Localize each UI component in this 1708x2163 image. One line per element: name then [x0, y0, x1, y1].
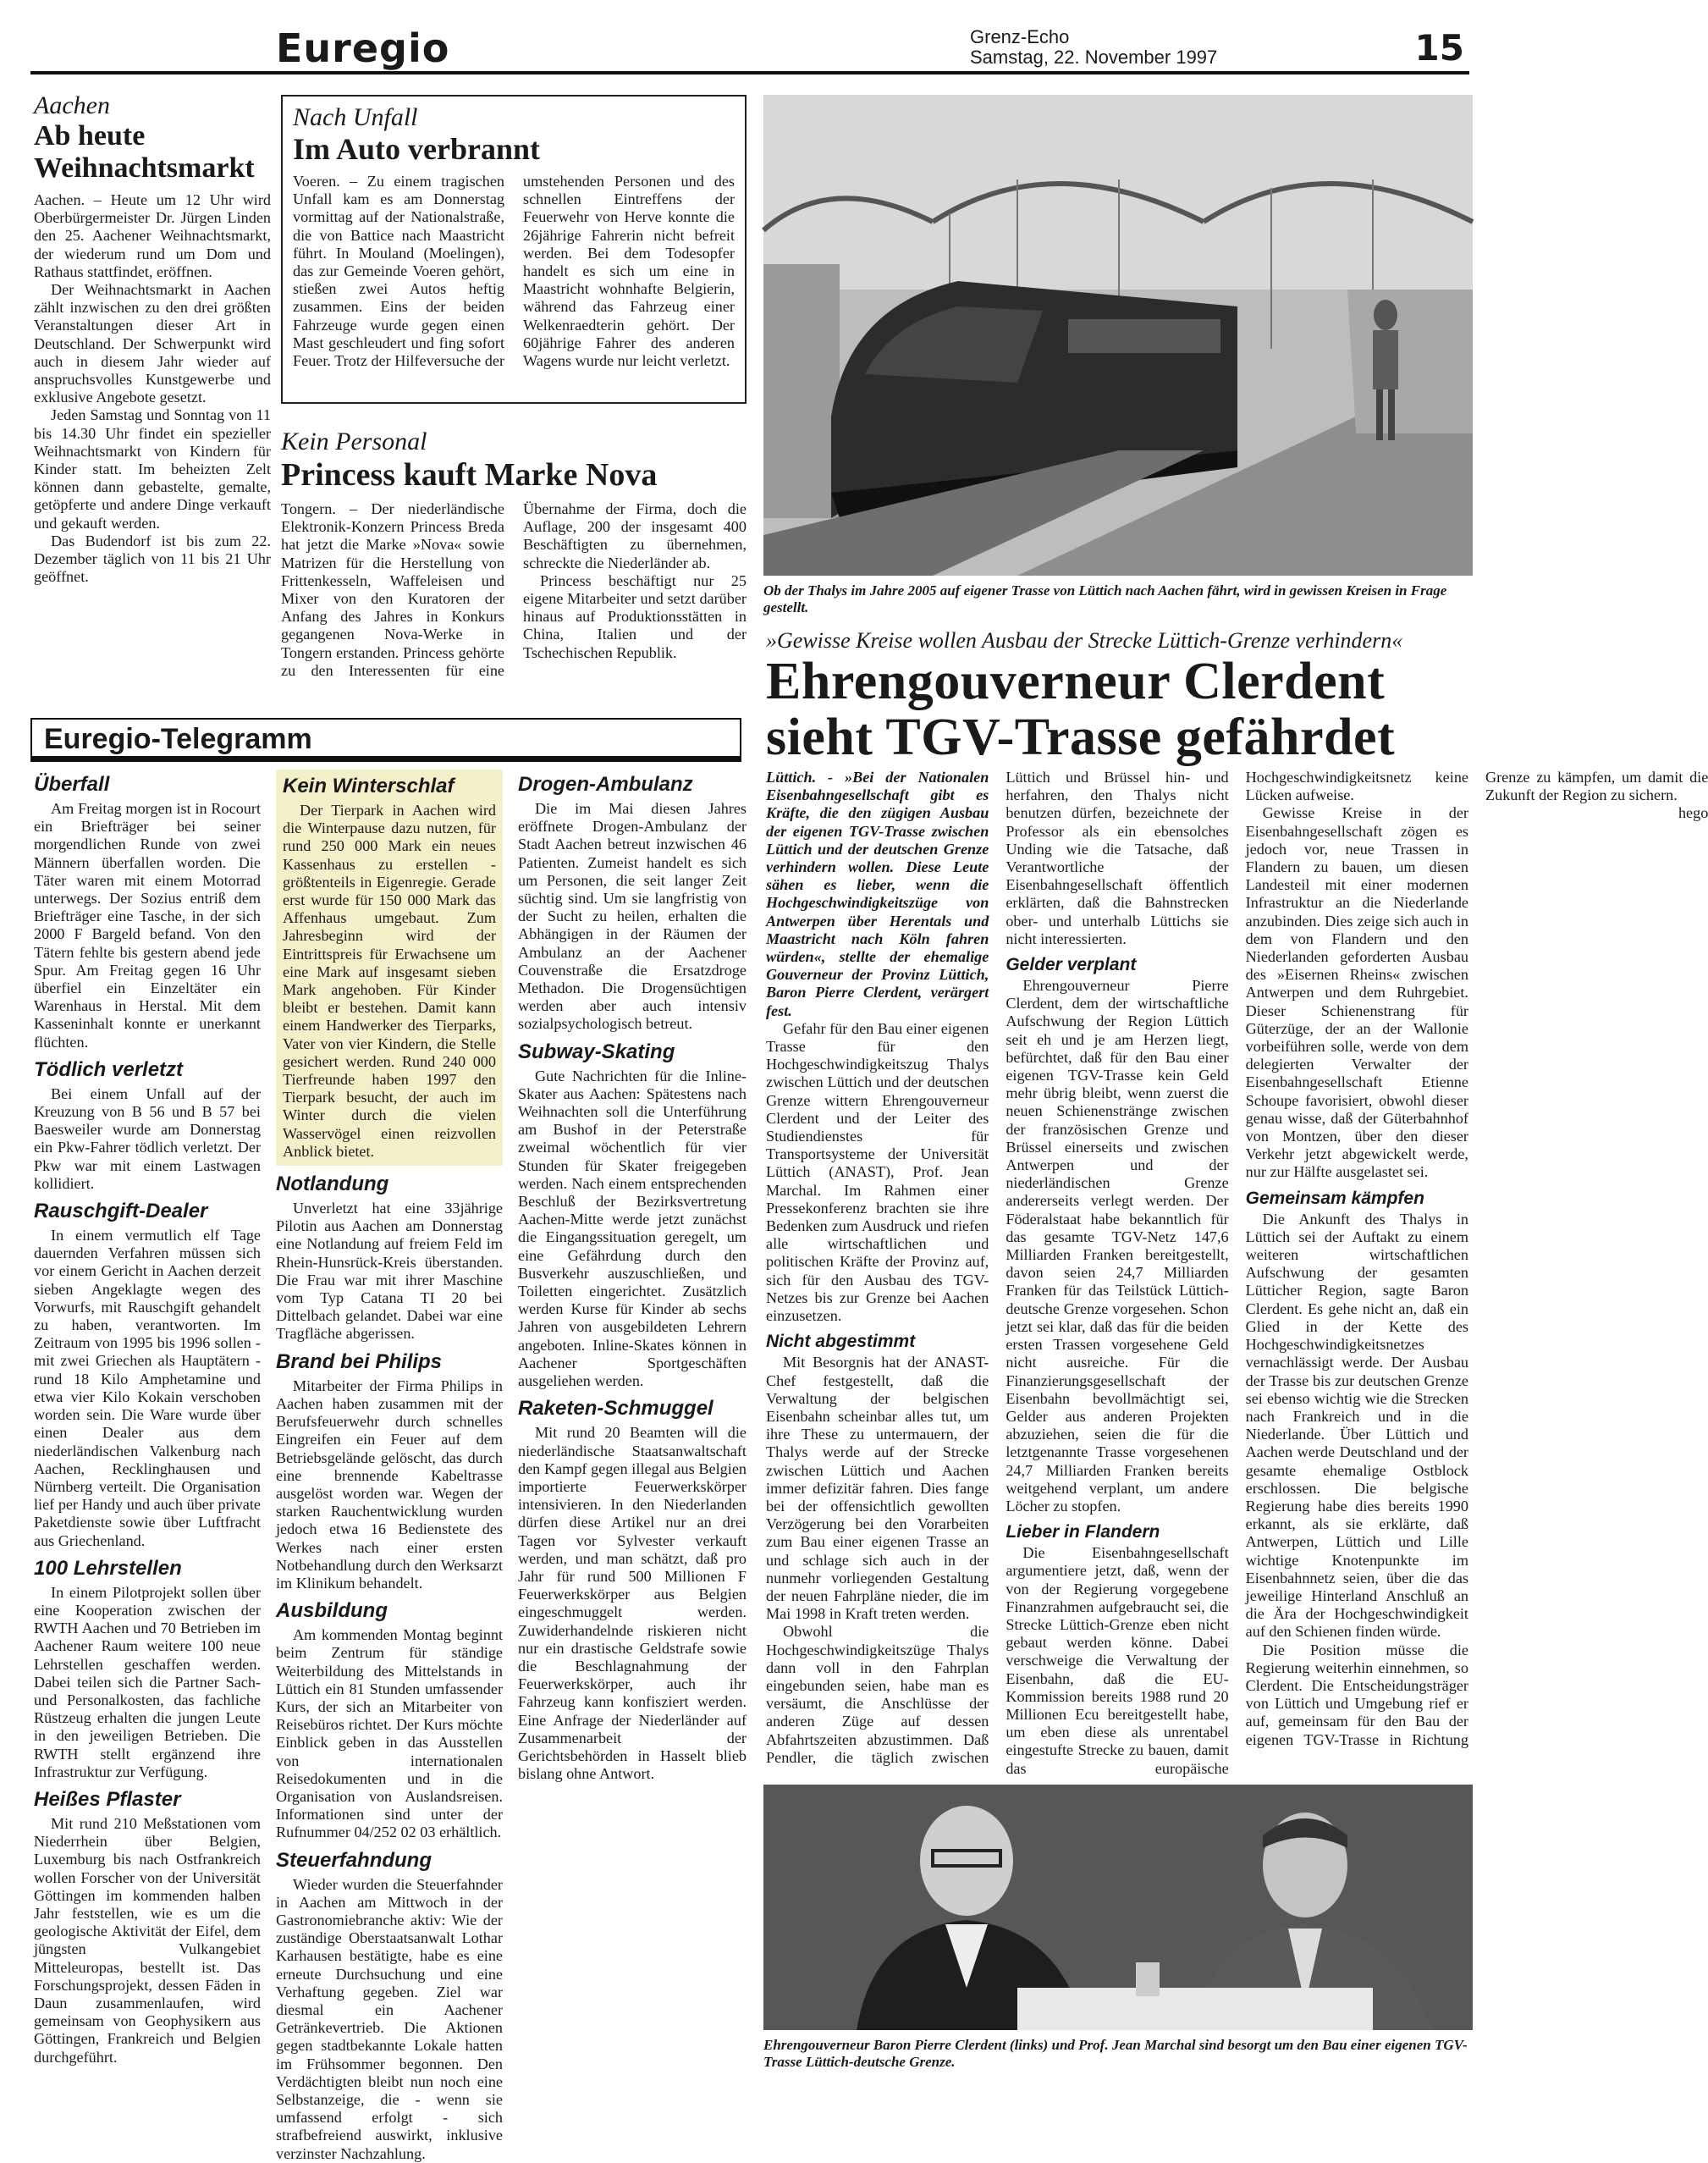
article-weihnachtsmarkt	[34, 91, 271, 676]
photo-caption: Ehrengouverneur Baron Pierre Clerdent (links) und Prof. Jean Marchal sind besorgt um den Bau einer eigenen TGV-Trasse Lüttich-deutsche Grenze.	[763, 2037, 1468, 2070]
article-headline: Ab heute Weihnachtsmarkt	[34, 120, 255, 184]
paragraph: Der Weihnachtsmarkt in Aachen zählt inzwischen zu den drei größten Veranstaltungen dieser Art in Deutschland. Der Schwerpunkt wird auch in diesem Jahr wieder auf anspruchsvolles Kunstgewerbe und exklusive Angebote gesetzt.	[34, 281, 271, 406]
item-title: Heißes Pflaster	[34, 1787, 181, 1811]
subheading: Gemeinsam kämpfen	[1245, 1188, 1424, 1208]
paper-name: Grenz-Echo	[970, 26, 1070, 47]
tgv-headline: Ehrengouverneur Clerdent sieht TGV-Trasse gefährdet	[766, 653, 1396, 766]
subheading: Gelder verplant	[1006, 955, 1137, 975]
photo-caption: Ob der Thalys im Jahre 2005 auf eigener Trasse von Lüttich nach Aachen fährt, wird in gewissen Kreisen in Frage gestellt.	[763, 582, 1447, 615]
tgv-article-body	[766, 769, 1708, 1780]
page-number: 15	[1414, 27, 1464, 69]
item-text: Mitarbeiter der Firma Philips in Aachen haben zusammen mit der Berufsfeuerwehr durch schnelles Eingreifen ein Feuer auf dem Betriebsgelände gelöscht, das durch eine brennende Kabeltrasse ausgelöst worden war. Wegen der starken Rauchentwicklung wurden jedoch etwa 16 Bedienstete des Werkes nach einer ersten Notbehandlung durch den Werksarzt im Klinikum behandelt.	[276, 1377, 503, 1592]
item-text: Wieder wurden die Steuerfahnder in Aachen am Mittwoch in der Gastronomiebranche aktiv: Wie der zuständige Oberstaatsanwalt Lothar Karhausen bestätigte, habe es eine erneute Durchsuchung und eine Verhaftung gegeben. Ziel war diesmal ein Aachener Getränkevertrieb. Die Aktionen gegen stadtbekannte Lokale hatten im Frühsommer begonnen. Den Verdächtigten bleibt nun noch eine Selbstanzeige, die - wenn sie umfassend erfolgt - sich strafbefreiend auswirkt, inklusive verzinster Nachzahlung.	[276, 1875, 503, 2162]
article-headline: Princess kauft Marke Nova	[281, 457, 658, 493]
article-body	[34, 191, 271, 586]
item-text: Der Tierpark in Aachen wird die Winterpause dazu nutzen, für rund 250 000 Mark ein neues Kassenhaus zu erstellen - größtenteils in Eigenregie. Gerade erst wurde für 150 000 Mark das Affenhaus umgebaut. Zum Jahresbeginn wird der Eintrittspreis für Erwachsene um eine Mark auf insgesamt sieben Mark angehoben. Für Kinder bleibt er bestehen. Damit kann einem Handwerker des Tierparks, Vater von vier Kindern, die Stelle gesichert werden. Rund 240 000 Tierfreunde haben 1997 den Tierpark besucht, der auch im Winter durch die vielen Wasservögel einen reizvollen Anblick bietet.	[283, 802, 496, 1160]
article-kicker: Nach Unfall	[293, 103, 418, 131]
paragraph: Mit Besorgnis hat der ANAST-Chef festgestellt, daß die Verwaltung der belgischen Eisenbahn scheinbar alles tut, um ihre These zu untermauern, der Thalys werde auf der Strecke zwischen Lüttich und Aachen immer defizitär fahren. Dies fange bei der offensichtlich gewollten Verzögerung bei den Vorarbeiten zum Bau einer eigenen Trasse an und schlage sich auch in der nunmehr vorliegenden Gestaltung der neuen Fahrpläne nieder, die im Mai 1998 in Kraft treten werden.	[766, 1354, 989, 1623]
item-text: Die im Mai diesen Jahres eröffnete Drogen-Ambulanz der Stadt Aachen betreut inzwischen 46 Patienten. Zumeist handelt es sich um Personen, die seit langer Zeit süchtig sind. Um sie langfristig von der Sucht zu heilen, erhalten die Abhängigen in der Räumen der Ambulanz an der Aachener Couvenstraße die Ersatzdroge Methadon. Die Drogensüchtigen werden aber auch intensiv sozialpsychologisch betreut.	[518, 800, 747, 1033]
tgv-headline-block	[766, 628, 1477, 764]
item-text: Am Freitag morgen ist in Rocourt ein Briefträger bei seiner morgendlichen Runde von zwei Männern überfallen worden. Die Täter waren mit einem Motorrad unterwegs. Der Sozius entriß dem Briefträger eine Tasche, in der sich 2000 F Bargeld befand. Von den Tätern fehlte bis gestern abend jede Spur. Am Freitag gegen 16 Uhr überfiel ein Einzeltäter ein Warenhaus in Herstal. Mit dem Kasseninhalt konnte er unerkannt flüchten.	[34, 800, 261, 1051]
masthead	[30, 25, 1469, 74]
item-title: Überfall	[34, 773, 110, 796]
item-title: Brand bei Philips	[276, 1349, 443, 1373]
telegramm-header: Euregio-Telegramm	[30, 718, 741, 762]
item-text: Am kommenden Montag beginnt beim Zentrum für ständige Weiterbildung des Mittelstands in Lüttich ein 81 Stunden umfassender Kurs, der sich an Mitarbeiter von Reisebüros richtet. Der Kurs möchte Einblick geben in das Ausstellen von internationalen Reisedokumenten und in die Organisation von Auslandsreisen. Informationen sind unter der Rufnummer 04/252 02 03 erhältlich.	[276, 1626, 503, 1841]
item-title: Ausbildung	[276, 1599, 388, 1623]
author-tag: hego	[1678, 804, 1708, 822]
telegramm-column-3	[518, 766, 747, 2087]
item-title: Tödlich verletzt	[34, 1057, 184, 1081]
article-body: Voeren. – Zu einem tragischen Unfall kam es am Donnerstag vormittag auf der Nationalstraße, die von Battice nach Maastricht führt. In Mouland (Moelingen), das zur Gemeinde Voeren gehört, stießen zwei Autos heftig zusammen. Eins der beiden Fahrzeuge wurde gegen einen Mast geschleudert und fing sofort Feuer. Trotz der Hilfeversuche der umstehenden Personen und des schnellen Eintreffens der Feuerwehr von Herve konnte die 26jährige Fahrerin nicht befreit werden. Bei dem Todesopfer handelt es sich um eine in Maastricht wohnhafte Belgierin, während das Fahrzeug einer Welkenraedterin gehört. Der 60jährige Fahrer des anderen Wagens wurde nur leicht verletzt.	[293, 173, 735, 370]
paragraph: Aachen. – Heute um 12 Uhr wird Oberbürgermeister Dr. Jürgen Linden den 25. Aachener Weihnachtsmarkt, der wiederum rund um Dom und Rathaus stattfindet, eröffnen.	[34, 191, 271, 280]
item-text: In einem vermutlich elf Tage dauernden Verfahren müssen sich vor einem Gericht in Aachen derzeit sieben Angeklagte wegen des Vorwurfs, mit Rauschgift gehandelt zu haben, verantworten. Im Zeitraum von 1995 bis 1996 sollen - mit zwei Griechen als Hauptätern - rund 18 Kilo Amphetamine und etwa vier Kilo Kokain verschoben worden sein. Die Ware wurde über einen Dealer aus dem niederländischen Valkenburg nach Aachen, Recklinghausen und Nürnberg verteilt. Die Organisation lief per Handy und auch über private Paketdienste sowie über Luftfracht aus Griechenland.	[34, 1227, 261, 1549]
issue-date: Samstag, 22. November 1997	[970, 47, 1218, 68]
item-title: 100 Lehrstellen	[34, 1556, 182, 1580]
article-body	[281, 500, 747, 680]
men-photo	[763, 1785, 1473, 2072]
item-title: Kein Winterschlaf	[283, 775, 455, 797]
item-text: Gute Nachrichten für die Inline-Skater aus Aachen: Spätestens nach Weihnachten soll die Unterführung am Bushof in der Peterstraße zweimal wöchentlich für vier Stunden für Skater freigegeben werden. Nach einem entsprechenden Beschluß der Bezirksvertretung Aachen-Mitte werde jetzt zunächst die Eingangssituation geregelt, um eine Gefährdung durch den Busverkehr auszuschließen, und Toiletten eingerichtet. Zusätzlich werden Kurse für Kinder ab sechs Jahren von ausgebildeten Lehrern angeboten. Inline-Skates können in Aachener Sportgeschäften ausgeliehen werden.	[518, 1067, 747, 1390]
paragraph: Die Ankunft des Thalys in Lüttich sei der Auftakt zu einem weiteren wirtschaftlichen Aufschwung der gesamten Lütticher Region, sagte Baron Clerdent. Es gehe nicht an, daß ein Glied in der Kette des Hochgeschwindigkeitsnetzes vernachlässigt werde. Der Ausbau der Trasse bis zur deutschen Grenze sei ebenso wichtig wie die Strecken nach Frankreich und in die Niederlande. Über Lüttich und Aachen werde Deutschland und der gesamte ehemalige Ostblock erschlossen. Die belgische Regierung habe dies bereits 1990 erkannt, als sie erklärte, daß Antwerpen, Lüttich und Lille wichtige Knotenpunkte im Eisenbahnnetz seien, über die das jeweilige Hinterland Anschluß an die Ära der Hochgeschwindigkeit auf den Schienen finden würde.	[1245, 1210, 1468, 1641]
item-title: Rauschgift-Dealer	[34, 1200, 208, 1223]
train-photo	[763, 95, 1473, 615]
paragraph: Gewisse Kreise in der Eisenbahngesellschaft zögen es jedoch vor, neue Trassen in Flandern zu bauen, um diesen Landesteil mit einer modernen Infrastruktur an die Niederlande anzubinden. Dies zeige sich auch in dem von Flandern und den Niederlanden geforderten Ausbau des »Eisernen Rheins« zwischen Antwerpen und dem Ruhrgebiet. Dieser Schienenstrang für Güterzüge, der an der Wallonie vorbeiführen solle, werde von dem delegierten Verwalter der Eisenbahngesellschaft Etienne Schoupe favorisiert, obwohl dieser genau wisse, daß der Güterbahnhof von Montzen, über den dieser Verkehr jetzt abgewickelt werde, nur zur Hälfte ausgelastet sei.	[1245, 804, 1468, 1181]
article-headline: Im Auto verbrannt	[293, 132, 541, 166]
item-text: Mit rund 210 Meßstationen vom Niederrhein über Belgien, Luxemburg bis nach Ostfrankreich wollen Forscher von der Universität Göttingen im kommenden halben Jahr feststellen, wie es um die geologische Aktivität der Eifel, dem jüngsten Vulkangebiet Mitteleuropas, bestellt ist. Das Forschungsprojekt, dessen Fäden in Daun zusammenlaufen, wird gemeinsam von Geophysikern aus Göttingen, Frankreich und Belgien durchgeführt.	[34, 1814, 261, 2066]
item-text: In einem Pilotprojekt sollen über eine Kooperation zwischen der RWTH Aachen und 70 Betrieben im Aachener Raum weitere 100 neue Lehrstellen geschaffen werden. Dabei teilen sich die Partner Sach- und Personalkosten, das fachliche Rüstzeug erhalten die jungen Leute in den jeweiligen Betrieben. Die RWTH stellt ergänzend ihre Infrastruktur zur Verfügung.	[34, 1583, 261, 1780]
clerdent-marchal-image	[763, 1785, 1473, 2030]
paragraph: Die Eisenbahngesellschaft argumentiere jetzt, daß, wenn der von der Regierung vorgegebene Finanzrahmen aufgebraucht sei, die Strecke Lüttich-Grenze eben nicht gebaut werden könne. Dabei verschweige die Verwaltung der Eisenbahn, daß die EU-Kommission bereits 1988 rund 20 Millionen Ecu bereitgestellt habe, um eben diese als unrentabel eingestufte Strecke zu bauen, damit das europäische Hochgeschwindigkeitsnetz keine Lücken aufweise.	[1006, 769, 1468, 1777]
paragraph: Ehrengouverneur Pierre Clerdent, dem der wirtschaftliche Aufschwung der Region Lüttich seit eh und je am Herzen liegt, befürchtet, daß für den Bau einer eigenen TGV-Trasse kein Geld mehr übrig bleibt, wenn zuerst die neuen Schienenstränge zwischen der französischen Grenze und Brüssel einerseits und zwischen Antwerpen und der niederländischen Grenze andererseits verlegt werden. Der Föderalstaat habe bekanntlich für das gesamte TGV-Netz 147,6 Milliarden Franken bereitgestellt, davon seien 24,7 Milliarden Franken für das Teilstück Lüttich-deutsche Grenze vorgesehen. Schon jetzt sei klar, daß das für die beiden ersten Trassen vorgesehene Geld nicht ausreiche. Für die Finanzierungsgesellschaft der Eisenbahn bevollmächtigt sei, Gelder aus anderen Projekten abzuziehen, seien die für die letztgenannte Trasse vorgesehenen 24,7 Milliarden Franken bereits weitgehend verplant, um andere Löcher zu stopfen.	[1006, 977, 1229, 1515]
item-text: Mit rund 20 Beamten will die niederländische Staatsanwaltschaft den Kampf gegen illegal aus Belgien importierte Feuerwerkskörper intensivieren. In den Niederlanden dürfen diese Artikel nur an drei Tagen vor Sylvester verkauft werden, und man schätzt, daß pro Jahr für rund 500 Millionen F Feuerwerkskörper aus Belgien eingeschmuggelt werden. Zuwiderhandelnde riskieren nicht nur ein drastische Geldstrafe sowie die Beschlagnahmung der Feuerwerkskörper, auch ihr Fahrzeug kann konfisziert werden. Eine Anfrage der Niederländer auf Zusammenarbeit der Gerichtsbehörden in Hasselt blieb bislang ohne Antwort.	[518, 1424, 747, 1783]
paragraph: Tongern. – Der niederländische Elektronik-Konzern Princess Breda hat jetzt die Marke »Nova« sowie Matrizen für die Herstellung von Frittenkesseln, Waffeleisen und Mixer von den Kuratoren der Anfang des Jahres in Konkurs gegangenen Nova-Werke in Tongern erstanden. Princess gehörte zu den Interessenten für eine Übernahme der Firma, doch die Auflage, 200 der insgesamt 400 Beschäftigten zu übernehmen, schreckte die Niederländer ab.	[281, 500, 747, 679]
subheading: Nicht abgestimmt	[766, 1332, 916, 1352]
article-kicker: Aachen	[34, 91, 110, 119]
paragraph: Obwohl die Hochgeschwindigkeitszüge Thalys dann voll in den Fahrplan eingebunden seien, habe man es versäumt, die Anschlüsse der anderen Züge auf dessen Abfahrtszeiten abzustimmen. Daß Pendler, die täglich zwischen Lüttich und Brüssel hin- und herfahren, den Thalys nicht benutzen dürfen, bezeichnete der Professor als ein ebensolches Unding wie die Tatsache, daß Verantwortliche der Eisenbahngesellschaft öffentlich erklärten, daß die Bahnstrecken ober- und unterhalb Lüttichs sie nicht interessierten.	[766, 769, 1229, 1766]
highlight-box	[276, 770, 503, 1166]
item-text: Bei einem Unfall auf der Kreuzung von B 56 und B 57 bei Baesweiler wurde am Donnerstag ein Pkw-Fahrer tödlich verletzt. Der Pkw war mit einem Lastwagen kollidiert.	[34, 1084, 261, 1192]
paragraph: Jeden Samstag und Sonntag von 11 bis 14.30 Uhr findet ein spezieller Weihnachtsmarkt von Kindern für Kinder statt. Im beheizten Zelt können dann gebastelte, gemalte, getöpferte und andere Dinge verkauft und gekauft werden.	[34, 406, 271, 532]
item-title: Raketen-Schmuggel	[518, 1397, 714, 1421]
article-auto-verbrannt	[281, 95, 747, 404]
article-princess	[281, 428, 747, 681]
paragraph: Das Budendorf ist bis zum 22. Dezember täglich von 11 bis 21 Uhr geöffnet.	[34, 532, 271, 586]
tgv-kicker: »Gewisse Kreise wollen Ausbau der Strecke Lüttich-Grenze verhindern«	[766, 628, 1403, 653]
paragraph: Princess beschäftigt nur 25 eigene Mitarbeiter und setzt darüber hinaus auf Produktionsstätten in China, Italien und der Tschechischen Republik.	[523, 571, 747, 661]
item-title: Notlandung	[276, 1173, 389, 1196]
subheading: Lieber in Flandern	[1006, 1522, 1160, 1542]
item-title: Subway-Skating	[518, 1040, 675, 1063]
article-kicker: Kein Personal	[281, 428, 427, 455]
item-title: Steuerfahndung	[276, 1848, 432, 1872]
telegramm-column-1	[34, 766, 261, 2087]
paragraph: Die Position müsse die Regierung weiterhin einnehmen, so Clerdent. Die Entscheidungsträger von Lüttich und Umgebung rief er auf, gemeinsam für den Bau der eigenen TGV-Trasse in Richtung Grenze zu kämpfen, um damit die Zukunft der Region zu sichern.	[1245, 769, 1708, 1748]
telegramm-column-2	[276, 766, 503, 2162]
section-title: Euregio	[276, 25, 450, 71]
paper-info	[970, 27, 1217, 68]
lead-paragraph: Lüttich. - »Bei der Nationalen Eisenbahngesellschaft gibt es Kräfte, die den zügigen Ausbau der eigenen TGV-Trasse zwischen Lüttich und der deutschen Grenze verhindern wollen. Diese Leute sähen es lieber, wenn die Hochgeschwindigkeitszüge von Antwerpen über Herentals und Maastricht nach Köln fahren würden«, stellte der ehemalige Gouverneur der Provinz Lüttich, Baron Pierre Clerdent, verärgert fest.	[766, 769, 989, 1019]
paragraph: Gefahr für den Bau einer eigenen Trasse für den Hochgeschwindigkeitszug Thalys zwischen Lüttich und der deutschen Grenze wittern Ehrengouverneur Clerdent und der Leiter des Studiendienstes für Transportsysteme der Universität Lüttich (ANAST), Prof. Jean Marchal. Im Rahmen einer Pressekonferenz brachten sie ihre Bedenken zum Ausdruck und riefen alle wirtschaftlichen und politischen Kräfte der Provinz auf, sich für den Ausbau des TGV-Netzes bis zur Grenze bei Aachen einzusetzen.	[766, 1019, 989, 1325]
item-title: Drogen-Ambulanz	[518, 773, 693, 796]
item-text: Unverletzt hat eine 33jährige Pilotin aus Aachen am Donnerstag eine Notlandung auf freiem Feld im Rhein-Hunsrück-Kreis überstanden. Die Frau war mit ihrer Maschine vom Typ Catana TI 20 bei Dittelbach gelandet. Dabei war eine Tragfläche abgerissen.	[276, 1200, 503, 1343]
thalys-train-image	[763, 95, 1473, 576]
